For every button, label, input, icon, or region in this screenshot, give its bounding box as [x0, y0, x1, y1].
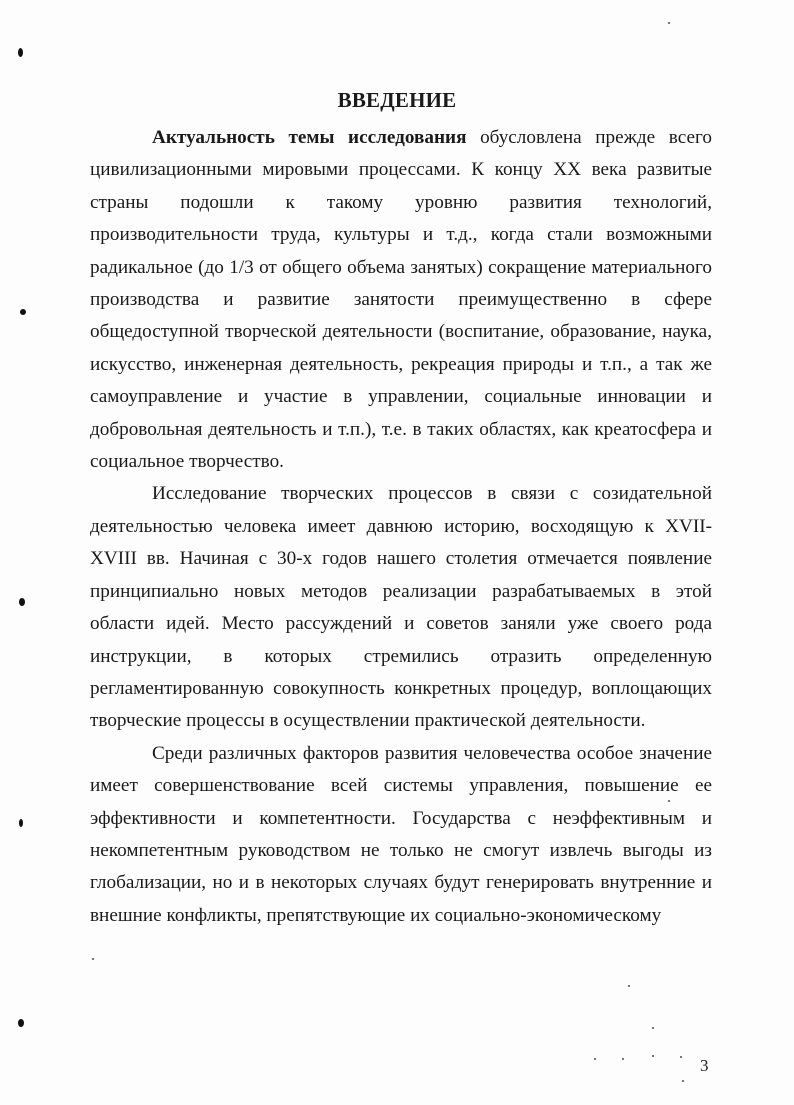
scan-speck — [680, 1056, 682, 1058]
scan-speck — [668, 22, 670, 24]
paragraph — [90, 478, 712, 737]
binder-hole-mark — [18, 48, 23, 57]
body-text — [90, 122, 712, 932]
scan-speck — [594, 1058, 596, 1060]
scan-speck — [652, 1055, 654, 1057]
paragraph-lead-bold: Актуальность темы исследования — [152, 127, 467, 148]
scan-speck — [652, 1027, 654, 1029]
paragraph — [90, 122, 712, 478]
section-title: ВВЕДЕНИЕ — [337, 88, 457, 112]
scan-speck — [92, 958, 94, 960]
scan-speck — [628, 985, 630, 987]
paragraph-text: Среди различных факторов развития человечества особое значение имеет совершенствование всей системы управления, повышение ее эффективности и компетентности. Государства с неэффективным и некомпетентным руководством не только не смогут извлечь выгоды из глобализации, но и в некоторых случаях будут генерировать внутренние и внешние конфликты, препятствующие их социально-экономическому — [90, 742, 712, 926]
scan-speck — [682, 1080, 684, 1082]
binder-hole-mark — [19, 598, 25, 606]
binder-hole-mark — [19, 819, 23, 827]
scan-speck — [622, 1058, 624, 1060]
page-number: 3 — [700, 1056, 709, 1075]
paragraph-text: Исследование творческих процессов в связи с созидательной деятельностью человека имеет давнюю историю, восходящую к XVII-XVIII вв. Начиная с 30-х годов нашего столетия отмечается появление принципиально новых методов реализации разрабатываемых в этой области идей. Место рассуждений и советов заняли уже своего рода инструкции, в которых стремились отразить определенную регламентированную совокупность конкретных процедур, воплощающих творческие процессы в осуществлении практической деятельности. — [90, 483, 712, 732]
binder-hole-mark — [18, 1019, 24, 1027]
paragraph — [90, 738, 712, 932]
binder-hole-mark — [20, 309, 26, 315]
paragraph-text: обусловлена прежде всего цивилизационными мировыми процессами. К концу XX века развитые страны подошли к такому уровню развития технологий, производительности труда, культуры и т.д., когда стали возможными радикальное (до 1/3 от общего объема занятых) сокращение материального производства и развитие занятости преимущественно в сфере общедоступной творческой деятельности (воспитание, образование, наука, искусство, инженерная деятельность, рекреация природы и т.п., а так же самоуправление и участие в управлении, социальные инновации и добровольная деятельность и т.п.), т.е. в таких областях, как креатосфера и социальное творчество. — [90, 127, 713, 473]
